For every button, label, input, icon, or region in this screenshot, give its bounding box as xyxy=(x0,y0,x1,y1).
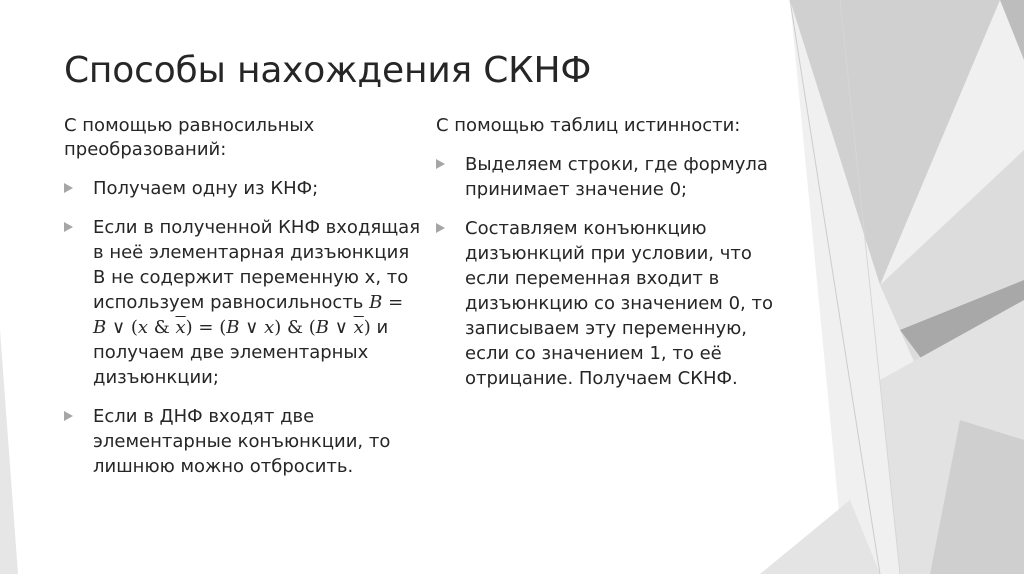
left-bullet-3 xyxy=(64,404,424,479)
slide-title: Способы нахождения СКНФ xyxy=(64,50,592,91)
left-bullet-2-text-after: и получаем две элементарных дизъюнкции; xyxy=(93,317,389,388)
triangle-bullet-icon xyxy=(436,223,445,233)
formula-eq: = xyxy=(382,292,404,313)
deco-left-wedge xyxy=(0,330,18,574)
triangle-bullet-icon xyxy=(436,159,445,169)
left-bullet-1-text: Получаем одну из КНФ; xyxy=(93,178,319,199)
left-column xyxy=(64,114,424,493)
right-bullet-2 xyxy=(436,216,796,391)
formula-line: B ∨ (x & $\overline{x}) = (B$ ∨ x) & (B ∨ $\overline{x}$) xyxy=(93,317,371,338)
left-bullet-3-text: Если в ДНФ входят две элементарные конъюнкции, то лишнюю можно отбросить. xyxy=(93,406,391,477)
left-bullet-list xyxy=(64,176,424,479)
triangle-bullet-icon xyxy=(64,222,73,232)
left-bullet-2-text-before: Если в полученной КНФ входящая в неё элементарная дизъюнкция В не содержит переменную х, то используем равносильность xyxy=(93,217,421,313)
right-bullet-1 xyxy=(436,152,796,202)
right-bullet-1-text: Выделяем строки, где формула принимает значение 0; xyxy=(465,154,768,200)
right-column xyxy=(436,114,796,405)
left-bullet-1 xyxy=(64,176,424,201)
right-intro: С помощью таблиц истинности: xyxy=(436,115,741,136)
formula-b: B xyxy=(369,292,383,313)
left-intro: С помощью равносильных преобразований: xyxy=(64,115,315,160)
right-bullet-list xyxy=(436,152,796,391)
right-bullet-2-text: Составляем конъюнкцию дизъюнкций при условии, что если переменная входит в дизъюнкцию со значением 0, то записываем эту переменную, если со значением 1, то её отрицание. Получаем СКНФ. xyxy=(465,218,773,389)
triangle-bullet-icon xyxy=(64,411,73,421)
triangle-bullet-icon xyxy=(64,183,73,193)
left-bullet-2 xyxy=(64,215,424,390)
